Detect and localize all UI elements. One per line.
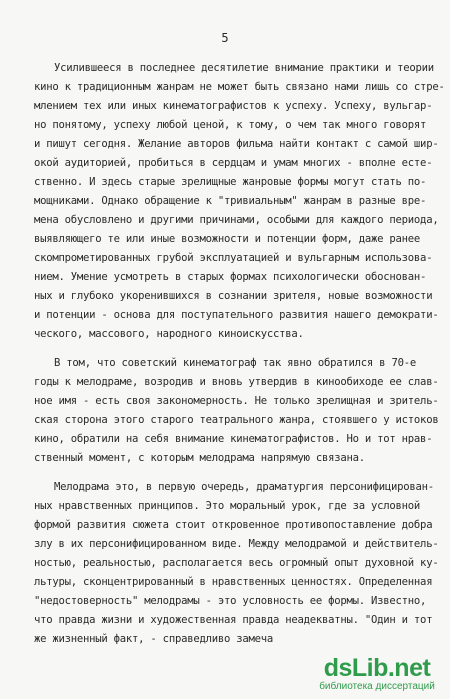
text-line: ская сторона этого старого театрального жанра, стоявшего у истоков — [34, 414, 439, 426]
text-line: мена обусловлено и другими причинами, особыми для каждого периода, — [34, 214, 439, 226]
text-line: скомпрометированных грубой эксплуатацией и вульгарным использова- — [34, 252, 433, 264]
text-line: кино, обратили на себя внимание кинематографистов. Но и тот нрав- — [34, 433, 433, 445]
text-line: ственно. И здесь старые зрелищные жанровые формы могут стать по- — [34, 176, 427, 188]
text-line: ных и глубоко укоренившихся в сознании зрителя, новые возможности — [34, 290, 433, 302]
text-line: окой аудиторией, пробиться в сердцам и умам многих - вполне есте- — [34, 157, 433, 169]
text-line: нием. Умение усмотреть в старых формах психологически обоснован- — [34, 271, 427, 283]
text-line: Мелодрама это, в первую очередь, драматургия персонифицирован- — [54, 481, 434, 493]
text-line: годы к мелодраме, возродив и вновь утвердив в кинообиходе ее слав- — [34, 376, 439, 388]
text-line: В том, что советский кинематограф так явно обратился в 70-е — [54, 357, 416, 369]
text-line: и потенции - основа для поступательного развития нашего демократи- — [34, 309, 439, 321]
text-line: выявляющего те или иные возможности и потенции форм, даже ранее — [34, 233, 421, 245]
site-watermark — [312, 655, 442, 693]
watermark-logo: dsLib.net — [323, 654, 431, 682]
text-line: формой развития сюжета стоит откровенное противопоставление добра — [34, 519, 433, 531]
text-line: ное имя - есть своя закономерность. Не только зрелищная и зритель- — [34, 395, 439, 407]
text-line: кино к традиционным жанрам не может быть связано нами лишь со стре- — [34, 81, 445, 93]
text-line: же жизненный факт, - справедливо замеча — [34, 633, 273, 645]
text-line: Усилившееся в последнее десятилетие внимание практики и теории — [54, 62, 434, 74]
text-line: "недостоверность" мелодрамы - это условность ее формы. Известно, — [34, 595, 427, 607]
text-line: ностью, реальностью, располагается весь огромный опыт духовной ку- — [34, 557, 439, 569]
text-line: что правда жизни и художественная правда неадекватны. "Один и тот — [34, 614, 433, 626]
text-line: злу в их персонифицированном виде. Между мелодрамой и действитель- — [34, 538, 439, 550]
text-line: льтуры, сконцентрированный в нравственных ценностях. Определенная — [34, 576, 433, 588]
text-line: но понятому, успеху любой ценой, к тому, о чем так много говорят — [34, 119, 427, 131]
text-line: мощниками. Однако обращение к "тривиальным" жанрам в разные вре- — [34, 195, 427, 207]
text-line: млением тех или иных кинематографистов к успеху. Успеху, вульгар- — [34, 100, 433, 112]
text-line: ческого, массового, народного киноискусства. — [34, 328, 304, 340]
page-number: 5 — [221, 31, 229, 45]
text-line: и пишут сегодня. Желание авторов фильма найти контакт с самой шир- — [34, 138, 439, 150]
watermark-subtitle: библиотека диссертаций — [319, 681, 435, 692]
text-line: ственный момент, с которым мелодрама напрямую связана. — [34, 452, 365, 464]
text-line: ных нравственных принципов. Это моральный урок, где за условной — [34, 500, 421, 512]
